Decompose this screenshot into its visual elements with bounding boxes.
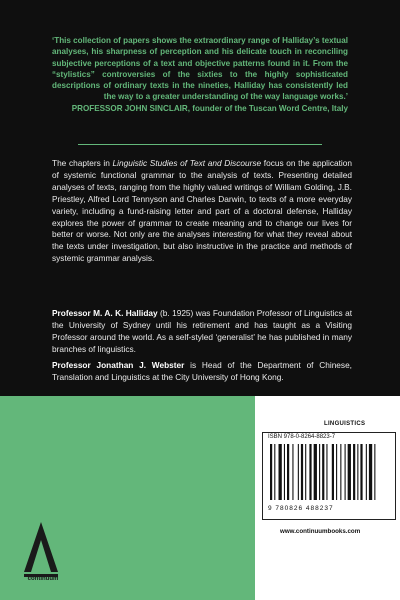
divider-line [78,144,322,145]
category-label: LINGUISTICS [324,421,366,427]
green-block-left [0,396,255,490]
description-body: focus on the application of systemic functional grammar to the analysis of texts. Presenting detailed analyses of texts, ranging from the highly valued writings of William Golding, J.B. Priestley, Alfred Lord Tennyson and Charles Darwin, to texts of a more everyday variety, including a fund-raising letter and part of a doctoral defense, Halliday explores the power of grammar to create meaning and to change our lives for better or worse. Not only are the analyses interesting for what they reveal about the texts under investigation, but also instructive in the practice and methods of systemic grammar analysis. [52,158,353,264]
author-bio-halliday [52,308,352,356]
publisher-website: www.continuumbooks.com [280,528,361,535]
publisher-name: continuum [27,576,59,582]
book-description [52,158,352,265]
isbn-text: ISBN 978-0-8264-8823-7 [268,434,336,440]
webster-name: Professor Jonathan J. Webster [52,360,185,370]
quote-text: ‘This collection of papers shows the extraordinary range of Halliday’s textual analyses, his sharpness of perception and his delicate touch in reconciling subjective perceptions of a text and objective patterns found in it. From the “stylistics” controversies of the sixties to the highly sophisticated descriptions of ordinary texts in the nineties, Halliday has consistently led the way to a greater understanding of the way language works.’ [52,36,348,102]
description-lead: The chapters in [52,158,113,168]
halliday-name: Professor M. A. K. Halliday [52,308,158,318]
endorsement-quote [52,35,348,114]
halliday-bio-text: (b. 1925) was Foundation Professor of Linguistics at the University of Sydney until his retirement and has taught as a Visiting Professor around the world. As a self-styled ‘generalist’ he has published in many branches of linguistics. [52,308,352,354]
webster-bio-text: is Head of the Department of Chinese, Translation and Linguistics at the City University of Hong Kong. [52,360,352,382]
quote-attribution: PROFESSOR JOHN SINCLAIR, founder of the Tuscan Word Centre, Italy [71,103,348,113]
barcode-icon [268,444,390,502]
author-bio-webster [52,360,352,384]
barcode-number: 9 780826 488237 [268,505,334,512]
description-book-title: Linguistic Studies of Text and Discourse [112,158,262,168]
